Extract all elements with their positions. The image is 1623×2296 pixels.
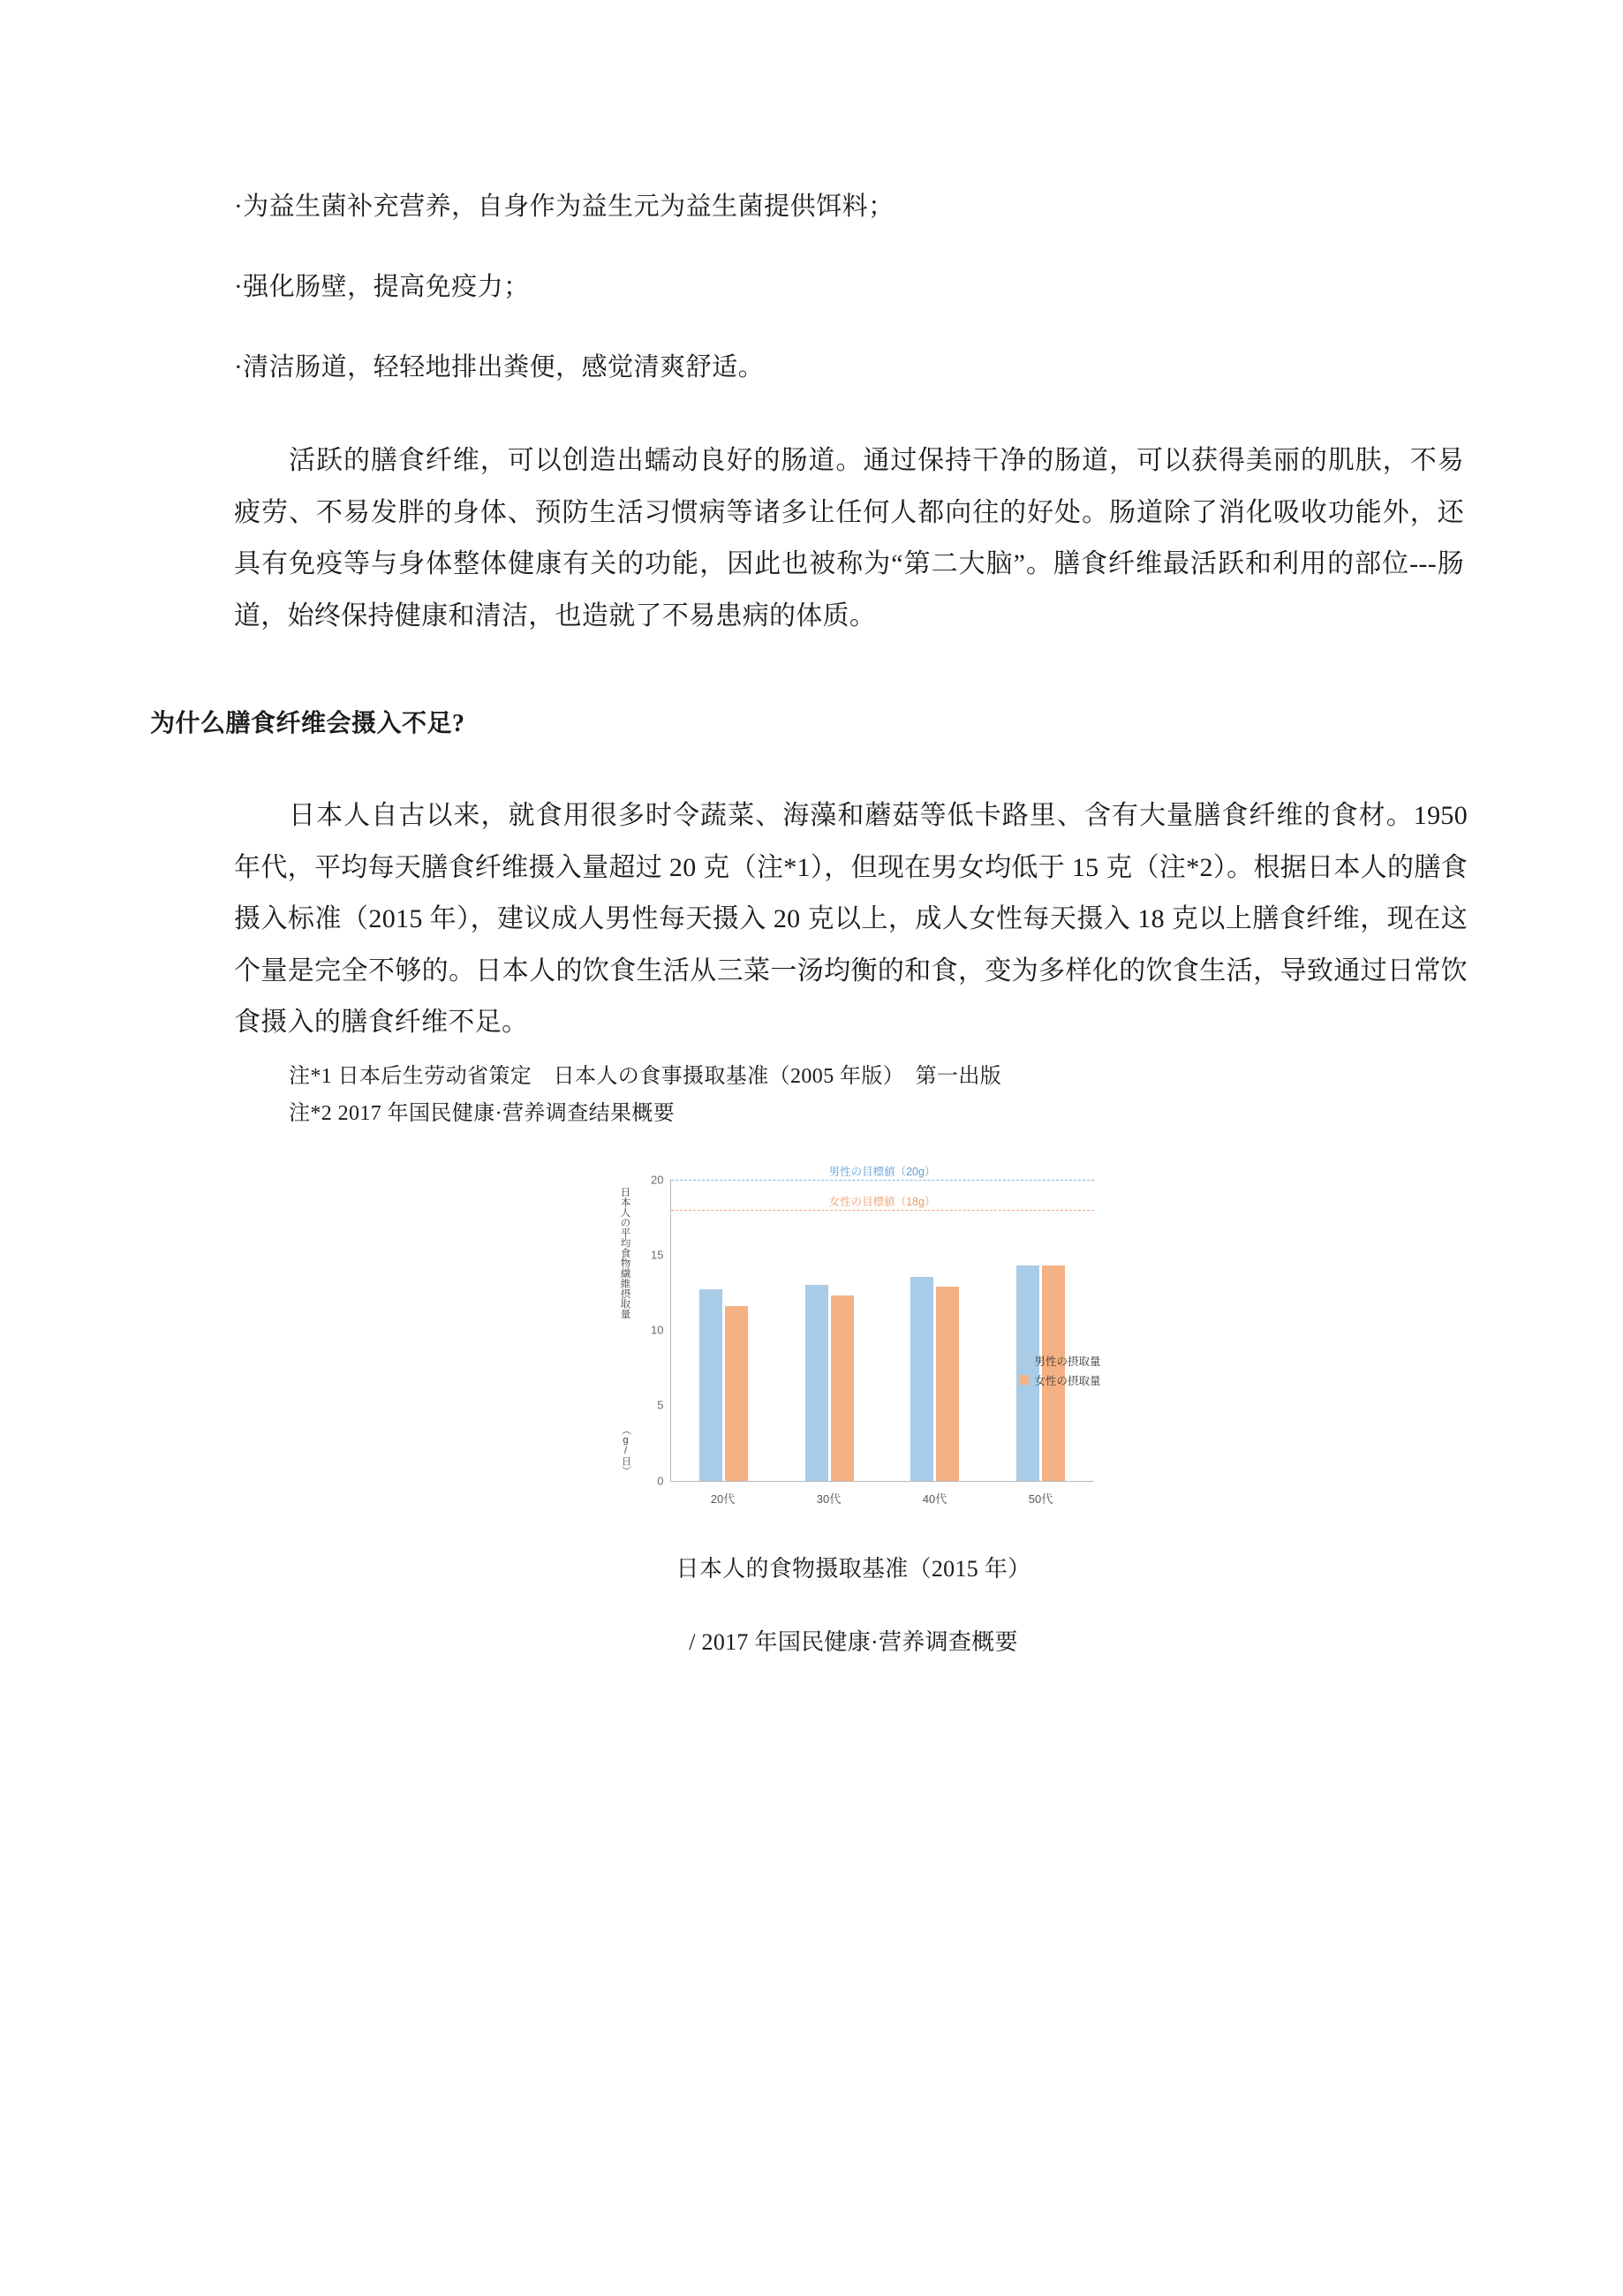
legend-swatch-icon [1019, 1375, 1029, 1385]
x-tick: 30代 [816, 1492, 842, 1506]
bar-male [910, 1277, 933, 1480]
bar-female [831, 1295, 854, 1481]
chart-y-axis-unit: （g/日） [620, 1424, 631, 1476]
chart-y-axis-label: 日本人の平均食物繊維摂取量 [619, 1186, 630, 1318]
x-tick: 40代 [922, 1492, 947, 1506]
female-target-label: 女性の目標値（18g） [824, 1193, 941, 1209]
legend-item-male [1019, 1353, 1100, 1369]
y-tick: 15 [651, 1248, 664, 1262]
section-heading: 为什么膳食纤维会摄入不足? [150, 710, 465, 737]
legend-swatch-icon [1019, 1356, 1029, 1365]
male-target-label: 男性の目標値（20g） [824, 1163, 941, 1179]
legend-label: 男性の摂取量 [1034, 1355, 1101, 1368]
figure-caption-secondary: / 2017 年国民健康·营养调查概要 [689, 1628, 1018, 1655]
chart-figure [234, 1167, 1473, 1657]
bar-chart [607, 1167, 1101, 1521]
chart-plot-area [651, 1165, 1101, 1487]
footnote-item: 注*1 日本后生劳动省策定 日本人の食事摄取基准（2005 年版） 第一出版 [289, 1064, 1002, 1088]
y-tick: 20 [651, 1173, 664, 1186]
bar-group [910, 1180, 959, 1481]
chart-bars [671, 1180, 1094, 1481]
y-tick: 5 [657, 1398, 664, 1412]
y-tick: 0 [657, 1474, 664, 1487]
y-tick: 10 [651, 1323, 664, 1337]
chart-legend [1019, 1353, 1100, 1392]
body-paragraph: 活跃的膳食纤维，可以创造出蠕动良好的肠道。通过保持干净的肠道，可以获得美丽的肌肤，不易疲劳、不易发胖的身体、预防生活习惯病等诸多让任何人都向往的好处。肠道除了消化吸收功能外，还具有免疫等与身体整体健康有关的功能，因此也被称为“第二大脑”。膳食纤维最活跃和利用的部位---肠道，始终保持健康和清洁，也造就了不易患病的体质。 [234, 446, 1464, 631]
bar-male [699, 1289, 722, 1481]
legend-label: 女性の摂取量 [1034, 1374, 1101, 1387]
bullet-list [234, 194, 1473, 381]
bar-group [1016, 1180, 1065, 1481]
body-paragraph: 日本人自古以来，就食用很多时令蔬菜、海藻和蘑菇等低卡路里、含有大量膳食纤维的食材。1950 年代，平均每天膳食纤维摄入量超过 20 克（注*1），但现在男女均低于 15 克（注*2）。根据日本人的膳食摄入标准（2015 年），建议成人男性每天摄入 20 克以上，成人女性每天摄入 18 克以上膳食纤维，现在这个量是完全不够的。日本人的饮食生活从三菜一汤均衡的和食，变为多样化的饮食生活，导致通过日常饮食摄入的膳食纤维不足。 [234, 801, 1468, 1037]
x-tick: 20代 [710, 1492, 736, 1506]
bar-female [725, 1306, 748, 1481]
list-item: ·强化肠壁，提高免疫力； [234, 273, 530, 301]
legend-item-female [1019, 1372, 1100, 1388]
figure-caption-primary: 日本人的食物摄取基准（2015 年） [676, 1555, 1031, 1582]
list-item: ·为益生菌补充营养，自身作为益生元为益生菌提供饵料； [234, 193, 895, 221]
chart-x-labels [670, 1490, 1094, 1507]
paragraph-block-one [234, 435, 1464, 642]
list-item: ·清洁肠道，轻轻地排出粪便，感觉清爽舒适。 [234, 353, 765, 381]
bar-group [699, 1180, 748, 1481]
x-tick: 50代 [1028, 1492, 1053, 1506]
paragraph-block-two [234, 790, 1468, 1049]
footnote-list [289, 1058, 1473, 1132]
footnote-item: 注*2 2017 年国民健康·营养调查结果概要 [289, 1101, 676, 1125]
bar-female [936, 1287, 959, 1481]
bar-group [805, 1180, 854, 1481]
bar-male [805, 1285, 828, 1481]
